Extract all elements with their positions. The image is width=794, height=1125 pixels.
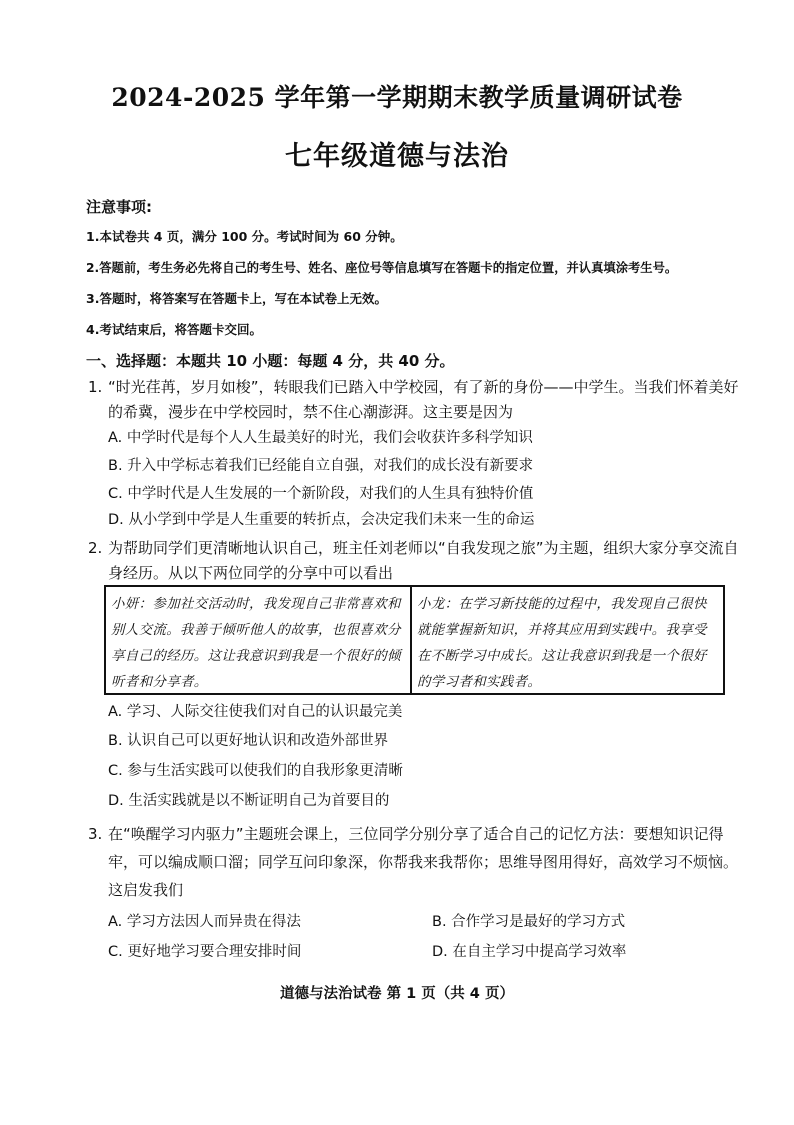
option-d: D. 在自主学习中提高学习效率 bbox=[432, 944, 627, 960]
table-cell-xiaolong: 小龙：在学习新技能的过程中，我发现自己很快就能掌握新知识，并将其应用到实践中。我享受在不断学习中成长。这让我意识到我是一个很好的学习者和实践者。 bbox=[417, 596, 707, 690]
question-stem bbox=[88, 536, 748, 586]
question-number: 2. bbox=[88, 539, 103, 557]
option-a: A. 学习、人际交往使我们对自己的认识最完美 bbox=[108, 704, 403, 720]
sharing-table bbox=[104, 585, 725, 695]
note-item: 1.本试卷共 4 页，满分 100 分。考试时间为 60 分钟。 bbox=[86, 229, 403, 244]
option-b: B. 认识自己可以更好地认识和改造外部世界 bbox=[108, 733, 389, 749]
option-b: B. 升入中学标志着我们已经能自立自强，对我们的成长没有新要求 bbox=[108, 458, 534, 474]
section-heading: 一、选择题：本题共 10 小题：每题 4 分，共 40 分。 bbox=[86, 352, 455, 370]
option-c: C. 参与生活实践可以使我们的自我形象更清晰 bbox=[108, 763, 403, 779]
option-a: A. 学习方法因人而异贵在得法 bbox=[108, 914, 301, 930]
question-text: “时光荏苒，岁月如梭”，转眼我们已踏入中学校园，有了新的身份——中学生。当我们怀着美好的希冀，漫步在中学校园时，禁不住心潮澎湃。这主要是因为 bbox=[108, 378, 739, 421]
question-2 bbox=[88, 536, 748, 586]
question-1 bbox=[88, 375, 748, 425]
question-number: 3. bbox=[88, 825, 103, 843]
table-cell-xiaoyan: 小妍：参加社交活动时，我发现自己非常喜欢和别人交流。我善于倾听他人的故事，也很喜欢分享自己的经历。这让我意识到我是一个很好的倾听者和分享者。 bbox=[106, 587, 412, 693]
question-text: 在“唤醒学习内驱力”主题班会课上，三位同学分别分享了适合自己的记忆方法：要想知识记得牢，可以编成顺口溜；同学互问印象深，你帮我来我帮你；思维导图用得好，高效学习不烦恼。这启发我们 bbox=[108, 825, 739, 899]
note-item: 4.考试结束后，将答题卡交回。 bbox=[86, 322, 262, 337]
notes-section bbox=[86, 196, 746, 351]
question-number: 1. bbox=[88, 378, 103, 396]
note-item: 3.答题时，将答案写在答题卡上，写在本试卷上无效。 bbox=[86, 291, 387, 306]
option-d: D. 从小学到中学是人生重要的转折点，会决定我们未来一生的命运 bbox=[108, 512, 535, 528]
exam-subject: 七年级道德与法治 bbox=[285, 141, 509, 172]
exam-title: 2024-2025 学年第一学期期末教学质量调研试卷 bbox=[111, 83, 683, 112]
option-a: A. 中学时代是每个人人生最美好的时光，我们会收获许多科学知识 bbox=[108, 430, 533, 446]
option-d: D. 生活实践就是以不断证明自己为首要目的 bbox=[108, 793, 390, 809]
notes-heading: 注意事项: bbox=[86, 198, 152, 216]
option-c: C. 更好地学习要合理安排时间 bbox=[108, 944, 302, 960]
question-stem bbox=[88, 820, 748, 904]
question-text: 为帮助同学们更清晰地认识自己，班主任刘老师以“自我发现之旅”为主题，组织大家分享交流自身经历。从以下两位同学的分享中可以看出 bbox=[108, 539, 739, 582]
option-c: C. 中学时代是人生发展的一个新阶段，对我们的人生具有独特价值 bbox=[108, 486, 534, 502]
question-3 bbox=[88, 820, 748, 904]
note-item: 2.答题前，考生务必先将自己的考生号、姓名、座位号等信息填写在答题卡的指定位置，并认真填涂考生号。 bbox=[86, 261, 678, 275]
question-stem bbox=[88, 375, 748, 425]
option-b: B. 合作学习是最好的学习方式 bbox=[432, 914, 626, 930]
page-footer: 道德与法治试卷 第 1 页（共 4 页） bbox=[280, 986, 514, 1002]
